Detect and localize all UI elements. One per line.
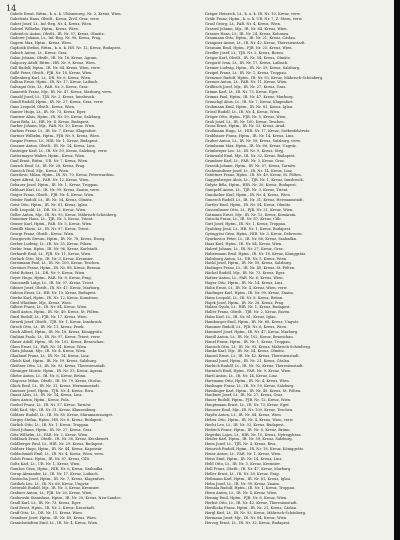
list-item: Goldbach Ernst, Obstlt., IR. Nr. 38, Kreuz, Kecskemét. [10, 437, 110, 442]
list-item: Grünbaum Max, Hptm., IR. Nr. 66, Kreuz, Ungvár. [205, 144, 297, 149]
list-item: Großmann Hugo, Lt., HIR. Nr. 17, Kreuz, Székesfehérvár. [205, 129, 310, 134]
list-item: Hausner Emil, Mjr., IR. Nr. 100, Kreuz, Teschen. [205, 408, 294, 413]
list-item: Grabowski Stanislaus, Hptm., IR. Nr. 20, Kreuz, Neu-Sandec. [10, 496, 122, 501]
list-item: Haim Leopold, Lt., IR. Nr. 8, Kreuz, Brünn. [205, 295, 284, 300]
list-item: Goebel Franz, Lt., IR. Nr. 57, Kreuz, Tarnów. [10, 403, 92, 408]
list-item: Garber Johann, Mjr., FAR. Nr. 10, Kreuz, Wien. [10, 124, 96, 129]
list-item: Greiner Ludwig, Hptm., IR. Nr. 59, Kreuz, Salzburg. [205, 65, 301, 70]
list-item: Haslinger Franz, Lt., IR. Nr. 59, Kreuz, Salzburg. [205, 383, 295, 388]
list-item: Geller Anton, Mjr., IR. Nr. 93, Kreuz, Mährisch-Schönberg. [10, 212, 118, 217]
list-item: Hellmann Karl, Hptm., IR. Nr. 81, Kreuz, Iglau. [205, 476, 292, 481]
list-item: Gebhart Karl, Lt., IR. Nr. 99, Kreuz, Znaim, verw. [10, 188, 100, 193]
list-item: Haller Franz, Obstlt., TJR. Nr. 2, Kreuz, Bozen. [205, 310, 291, 315]
list-item: Gregorič Ivan, Lt., IR. Nr. 17, Kreuz, Laibach. [205, 60, 289, 65]
list-item: Gleißner Otto, Lt., IR. Nr. 92, Kreuz, Theresienstadt. [10, 364, 107, 369]
list-item: Getzl Robert, Lt., DR. Nr. 9, Kreuz, Wien. [10, 271, 86, 276]
list-item: Görlich Otto, Lt., IR. Nr. 1, Kreuz, Troppau. [10, 422, 90, 427]
list-item: Gasteiger Karl, Lt., IR. Nr. 59, Kreuz, Salzburg, verw. [10, 148, 108, 153]
list-item: Gunesch Rudolf, Lt., IR. Nr. 31, Kreuz, Hermannstadt. [205, 197, 304, 202]
list-item: Halm Karl, Lt., IR. Nr. 81, Kreuz, Iglau. [205, 315, 277, 320]
list-item: Geist Otto, Hptm., IR. Nr. 81, Kreuz, Iglau. [10, 202, 89, 207]
list-item: Gnirs Anton, Hptm., Kreuz, Pola. [10, 398, 70, 403]
list-item: Göbl Karl, Mjr., IR. Nr. 51, Kreuz, Klausenburg. [10, 408, 97, 413]
list-item: Gurtler Emil, Hptm., IR. Nr. 54, Kreuz, Olmütz. [205, 202, 292, 207]
list-item: Graumann Otto, Hptm., IR. Nr. 21, Kreuz, Čáslau. [205, 36, 296, 41]
list-item: Hennig Emil, Hptm., FJB. Nr. 8, Kreuz, Wien. [205, 496, 288, 501]
list-item: Habsburg Anton, Lt., DR. Nr. 5, Kreuz, Wien. [205, 256, 288, 261]
list-item: Gradl Karl, Lt., IR. Nr. 73, Kreuz, Eger. [10, 501, 82, 506]
list-item: Hanke Karl, Mjr., IR. Nr. 54, Kreuz, Olmütz. [205, 349, 285, 354]
list-item: Hauptmann Ernst, Lt., IR. Nr. 73, Kreuz, Eger. [205, 403, 290, 408]
list-item: Hemala Rudolf, Hptm., IR. Nr. 1, Kreuz, Troppau. [205, 486, 296, 491]
list-item: Gaspar Ferenc, Lt., HIR. Nr. 1, Kreuz, Budapest. [10, 139, 99, 144]
list-item: Gerber Ludwig, Lt., IR. Nr. 35, Kreuz, Pilsen. [10, 241, 93, 246]
list-item: Goldschmidt Emil, Lt., IR. Nr. 4, Kreuz, Wien, verw. [10, 452, 104, 457]
list-item: Gottlieb Leo, Lt., IR. Nr. 66, Kreuz, Ungvár. [10, 481, 90, 486]
list-item: Hanel Franz, Hptm., IR. Nr. 1, Kreuz, Troppau. [205, 339, 291, 344]
list-item: Grassel Johann, Mjr., IR. Nr. 84, Kreuz, Wien. [205, 26, 288, 31]
list-item: Giacomelli Luigi, Lt., IR. Nr. 97, Kreuz, Triest. [10, 280, 95, 285]
list-item: Heider Karl, Hptm., IR. Nr. 59, Kreuz, Salzburg. [205, 437, 293, 442]
list-item: Gabriel Wilhelm, Hptm., Kreuz, Wien. [10, 26, 79, 31]
list-item: Gerbic Ivan, Hptm., IR. Nr. 96, Kreuz, Karlstadt. [10, 246, 99, 251]
list-item: Gattermayer Walter, Hptm., Kreuz, Wien. [10, 153, 86, 158]
list-item: Geyer Hugo, Hptm., FAR. Nr. 8, Kreuz, Prag. [10, 276, 92, 281]
list-item: Gebauer Josef, Hptm., IR. Nr. 1, Kreuz, Troppau. [10, 183, 99, 188]
list-item: Gallina Ernst, Hptm., IR. Nr. 17, Kreuz, Laibach. [10, 80, 99, 85]
list-item: Ginzl Rudolf, Lt., FJB. Nr. 17, Kreuz, Wien. [10, 315, 88, 320]
list-item: Grimm Karl, Lt., IR. Nr. 73, Kreuz, Eger. [205, 90, 279, 95]
list-item: Herzog Ernst, Lt., IR. Nr. 32, Kreuz, Budapest. [205, 520, 291, 525]
list-item: Hasslinger Karl, Hptm., IR. Nr. 49, Kreuz, St. Pölten. [205, 388, 302, 393]
list-item: Georgi Franz, Obstlt., Kreuz, Wien. [10, 232, 75, 237]
list-item: Genser Karl, Hptm., FAR. Nr. 5, Kreuz, Wien. [10, 222, 93, 227]
list-item: Galgoczy Adolf, Rittm., HR. Nr. 9, Kreuz, Wien. [10, 60, 96, 65]
list-item: Gussenbauer Otto, Lt., FJB. Nr. 21, Kreuz, Wien. [205, 207, 294, 212]
list-item: Glass Ernst, Lt., FAR. Nr. 14, Kreuz, Wien. [10, 344, 88, 349]
list-item: Hammerl Josef, Hptm., IR. Nr. 47, Kreuz, Marburg. [205, 329, 299, 334]
list-item: Glatz Johann, Mjr., IR. Nr. 4, Kreuz, Wien. [10, 349, 87, 354]
list-item: Heinrich Rudolf, Hptm., IR. Nr. 18, Kreuz, Königgrätz. [205, 447, 305, 452]
list-item: Hammer Rudolf, Lt., FJB. Nr. 6, Kreuz, Wien. [205, 325, 288, 329]
list-item: Hafner Anton, Lt., FAR. Nr. 6, Kreuz, Wien. [205, 276, 284, 281]
list-item: Harbich Rudolf, Lt., IR. Nr. 92, Kreuz, Theresienstadt. [205, 364, 304, 369]
list-item: Ganser Hugo, Lt., IR. Nr. 73, Kreuz, Eger. [10, 109, 87, 114]
list-item: Glogovac Milan, Obstlt., IR. Nr. 79, Kreuz, Otočac. [10, 378, 103, 383]
list-item: Hackl Josef, Hptm., IR. Nr. 59, Kreuz, Salzburg. [205, 261, 292, 266]
list-item: Gutschi Franz, Lt., IR. Nr. 87, Kreuz, Cilli. [205, 217, 282, 222]
list-item: Henn Anton, Lt., IR. Nr. 4, Kreuz, Wien. [205, 491, 278, 496]
list-item: Görgey Stefan, Hptm., HR. Nr. 6, Kreuz, Budapest. [10, 417, 103, 422]
list-item: Gagern Max, Hptm., Kreuz, Wien. [10, 41, 72, 46]
list-item: Gallenberg Karl, Lt., DR. Nr. 6, Kreuz, Wien. [10, 75, 92, 80]
list-item: Gutt Josef, Hptm., IR. Nr. 1, Kreuz, Troppau. [205, 222, 287, 227]
list-item: Gerstmann Paul, Lt., IR. Nr. 100, Kreuz, Teschen. [10, 261, 101, 266]
list-item: Hartmann Otto, Hptm., IR. Nr. 4, Kreuz, Wien. [205, 378, 290, 383]
list-item: Haas Karl, Hptm., IR. Nr. 84, Kreuz, Wien. [205, 241, 283, 246]
list-item: Hell Franz, Obstlt., IR. Nr. 47, Kreuz, Marburg. [205, 466, 292, 471]
list-item: Gavrilovic Milan, Hptm., IR. Nr. 70, Kreuz, Peterwardein. [10, 173, 115, 178]
list-item: Gostischa Josef, Hptm., IR. Nr. 7, Kreuz, Klagenfurt. [10, 476, 106, 481]
list-item: Harnisch Emil, Hptm., FAR. Nr. 9, Kreuz, Wien. [205, 369, 292, 374]
list-item: Gierke Karl, Hptm., IR. Nr. 12, Kreuz, Komárom. [10, 295, 99, 300]
list-item: Götz Wilhelm, Lt., FAR. Nr. 2, Kreuz, Wien. [10, 432, 89, 437]
list-item: Hajek Josef, Hptm., IR. Nr. 28, Kreuz, Prag. [205, 300, 285, 305]
list-item: Hecht Leo, Lt., IR. Nr. 32, Kreuz, Budapest. [205, 422, 285, 427]
list-item: Halász Gyula, Lt., HIR. Nr. 1, Kreuz, Budapest. [205, 305, 291, 310]
list-item: Gajdosik Stefan, Rittm., k. u. k. HR. Nr. 12, Kreuz, Budapest. [10, 46, 122, 51]
list-item: Gliebe Anton, Lt., IR. Nr. 8, Kreuz, Brünn. [10, 373, 87, 378]
list-item: Hahn Ernst, Lt., IR. Nr. 4, Kreuz, Wien, verw. [205, 285, 288, 290]
list-item: Grasser Hans, Lt., IR. Nr. 24, Kreuz, Kolomea. [205, 31, 290, 36]
list-item: Gleich Karl, Hptm., IR. Nr. 59, Kreuz, Salzburg. [10, 359, 97, 364]
list-item: Grabner Anton, Lt., FJB. Nr. 20, Kreuz, Wien. [10, 491, 93, 496]
list-item: Galvagni Otto, Lt., FAR. Nr. 3, Kreuz, Graz. [10, 85, 89, 90]
list-item: Gamerith Franz, Mjr., IR. Nr. 47, Kreuz, Marburg, verw. [10, 90, 112, 95]
list-item: Gassner Anton, Obstlt., IR. Nr. 14, Kreuz, Linz. [10, 144, 96, 149]
list-item: Gaber Josef, Lt., Inf.-Reg. Nr. 4, Kreuz, Wien. [10, 21, 93, 26]
list-item: Glesinger Moritz, Hptm., IR. Nr. 53, Kreuz, Agram. [10, 369, 104, 374]
right-column [205, 12, 397, 526]
left-column [10, 12, 202, 526]
list-item: Groh Josef, Lt., IR. Nr. 100, Kreuz, Teschen. [205, 119, 285, 124]
list-item: Gautsch Paul, Mjr., Kreuz, Wien. [10, 168, 70, 173]
list-item: Gayer Alfred, Lt., FAR. Nr. 12, Kreuz, Wien. [10, 178, 90, 183]
list-item: Geiger Franz, Obstlt., FJB. Nr. 4, Kreuz, Wien. [10, 192, 95, 197]
list-item: Grenzner Rudolf, Hptm., IR. Nr. 93, Kreuz, Mährisch-Schönberg. [205, 75, 324, 80]
list-item: Göldner Rudolf, Lt., IR. Nr. 85, Kreuz, Máramarossziget. [10, 413, 114, 418]
list-item: Guggenberger Alois, Lt., TJR. Nr. 1, Kreuz, Innsbruck. [205, 178, 304, 183]
list-item: Golob Franz, Hptm., IR. Nr. 87, Kreuz, Cilli. [10, 457, 90, 462]
list-item: Gentilli Mario, Lt., IR. Nr. 97, Kreuz, Triest. [10, 227, 90, 232]
list-item: Haidinger Karl, Hptm., IR. Nr. 99, Kreuz, Znaim. [205, 290, 294, 295]
list-item: Glaubauf Franz, Lt., IR. Nr. 14, Kreuz, Linz. [10, 354, 90, 359]
list-item: Gombos Géza, Hptm., HIR. Nr. 6, Kreuz, Szabadka. [10, 466, 104, 471]
list-item: Gresser Anton, Lt., FAR. Nr. 11, Kreuz, Wien. [205, 80, 288, 85]
list-item: Gyurkovics Péter, Lt., IR. Nr. 86, Kreuz, Szabadka. [205, 236, 298, 241]
list-item: Grandner Josef, Hptm., IR. Nr. 49, Kreuz, Wien. [10, 515, 97, 520]
list-item: Goltz Karl, Lt., UR. Nr. 1, Kreuz, Wien. [10, 461, 81, 466]
list-item: Grundner Karl, Lt., FAR. Nr. 3, Kreuz, Graz. [205, 158, 285, 163]
list-item: Haubner Josef, Lt., IR. Nr. 27, Kreuz, Graz. [205, 393, 284, 398]
list-item: Ganahl Josef, Lt., TJR. Nr. 2, Kreuz, Innsbruck. [10, 95, 96, 100]
list-item: Hansel Ernst, Lt., IR. Nr. 42, Kreuz, Theresienstadt. [205, 354, 300, 359]
list-item: Haberl Johann, Lt., IR. Nr. 27, Kreuz, Graz. [205, 246, 284, 251]
list-item: Gaksch Anton, Lt., Kreuz, Graz. [10, 51, 68, 56]
list-item: Hauer Rudolf, Hptm., FJB. Nr. 12, Kreuz, Wien. [205, 398, 292, 403]
list-item: Granichstädten Emil, Lt., IR. Nr. 4, Kreuz, Wien. [10, 520, 99, 525]
list-item: Gmeiner Josef, Hptm., TJR. Nr. 4, Kreuz, Riva. [10, 388, 94, 393]
list-item: Gans Leopold, Obstlt., Kreuz, Wien. [10, 104, 76, 109]
list-item: Goldner Hugo, Hptm., IR. Nr. 44, Kreuz, Kaposvár. [10, 447, 103, 452]
list-item: Grünwald Emil, Mjr., IR. Nr. 32, Kreuz, Budapest. [205, 153, 296, 158]
list-item: Graff Otto, Lt., DR. Nr. 11, Kreuz, Wien. [10, 510, 83, 515]
list-item: Gabelentz Hans, Obstlt., Kreuz, Zivil, Graz, verw. [10, 16, 100, 21]
list-item: Gröger Otto, Hptm., FJB. Nr. 5, Kreuz, Wien. [205, 114, 287, 119]
list-item: Gstettner Franz, Hptm., IR. Nr. 49, Kreuz, St. Pölten. [205, 173, 302, 178]
list-item: Gemeiner Hans, Lt., TJR. Nr. 3, Kreuz, Trient. [10, 217, 94, 222]
list-item: Graupner Anton, Lt., IR. Nr. 42, Kreuz, Theresienstadt. [205, 41, 306, 46]
list-item: Geisler Rudolf, Lt., IR. Nr. 54, Kreuz, Olmütz. [10, 197, 93, 202]
list-item: Grössl Rudolf, Lt., IR. Nr. 4, Kreuz, Wien. [205, 109, 281, 114]
list-item: Gandl Rudolf, Hptm., IR. Nr. 27, Kreuz, Graz, verw. [10, 100, 104, 105]
list-item: Gartner Wilhelm, Hptm., FJB. Nr. 9, Kreuz, Wien. [10, 134, 100, 139]
list-item: Garai Béla, Lt., HR. Nr. 4, Kreuz, Budapest. [10, 119, 90, 124]
list-item: Gelb Leopold, Lt., DR. Nr. 2, Kreuz, Wien. [10, 207, 87, 212]
list-item: Heiss Emil, Hptm., IR. Nr. 14, Kreuz, Linz. [205, 457, 283, 462]
list-item: Gideon Ernst, Lt., HR. Nr. 10, Kreuz, Budapest. [10, 290, 97, 295]
list-item: Gyalokay Jenő, Lt., HR. Nr. 1, Kreuz, Budapest. [205, 227, 292, 232]
list-item: Grubbauer Franz, Hptm., IR. Nr. 14, Kreuz, Linz. [205, 134, 295, 139]
list-item: Gorup Alexander, Lt., IR. Nr. 17, Kreuz, Laibach. [10, 471, 99, 476]
list-item: Glück Emil, Lt., IR. Nr. 31, Kreuz, Hermannstadt. [10, 383, 101, 388]
list-item: Haydn Anton, Lt., IR. Nr. 84, Kreuz, Wien. [205, 413, 282, 418]
list-item: Gaderer Johann, Lt., Inf.-Reg. Nr. 98, Kreuz, Prag. [10, 36, 102, 41]
list-item: Giuliani Paolo, Lt., IR. Nr. 97, Kreuz, Triest, verw. [10, 334, 101, 339]
list-item: Grasl Georg, Lt., FAR. Nr. 4, Kreuz, Wien. [205, 21, 282, 26]
list-item: Gall Rudolf, Hptm., IR. Nr. 84, Kreuz, Wien, verw. [10, 65, 101, 70]
list-item: Herbst Otto, Lt., IR. Nr. 42, Kreuz, Theresienstadt. [205, 501, 298, 506]
list-item: Grobmann Emil, Hptm., IR. Nr. 81, Kreuz, Iglau. [205, 104, 294, 109]
list-item: Heim Josef, Lt., TJR. Nr. 4, Kreuz, Riva. [205, 442, 277, 447]
list-item: Hanzal Josef, Hptm., IR. Nr. 21, Kreuz, Čáslau. [205, 359, 291, 364]
list-item: Gruber Anton, Lt., IR. Nr. 59, Kreuz, Salzburg, verw. [205, 139, 301, 144]
list-item: Gindl Anton, Hptm., IR. Nr. 49, Kreuz, St. Pölten. [10, 310, 100, 315]
list-item: Heller Ernst, Lt., IR. Nr. 28, Kreuz, Prag. [205, 471, 280, 476]
list-item: Gössl Johann, Hptm., IR. Nr. 27, Kreuz, Graz. [10, 427, 93, 432]
list-item: Hager Otto, Hptm., IR. Nr. 14, Kreuz, Linz. [205, 280, 284, 285]
list-item: Gyöngyösi Géza, Hptm., HIR. Nr. 3, Kreuz, Debrecen. [205, 232, 303, 237]
list-item: Gausch Emil, Lt., IR. Nr. 28, Kreuz, Prag. [10, 163, 86, 168]
list-item: Gibiser Josef, Obstlt., IR. Nr. 47, Kreuz, Marburg. [10, 285, 101, 290]
list-item: Gallé Peter, Obstlt., FJB. Nr. 18, Kreuz, Wien. [10, 70, 93, 75]
list-item: Greipel Franz, Lt., IR. Nr. 1, Kreuz, Troppau. [205, 70, 287, 75]
list-item: Handl Anton, Lt., IR. Nr. 102, Kreuz, Beneschau. [205, 334, 294, 339]
list-item: Galan Johann, Obstlt., IR. Nr. 16, Kreuz, Agram. [10, 56, 98, 61]
list-item: Girsch Otto, Lt., IR. Nr. 11, Kreuz, Pisek. [10, 325, 85, 329]
list-item: Girardi Josef, Obstlt., TJR. Nr. 1, Kreuz, Innsbruck. [10, 320, 103, 325]
list-item: Grünberger Leo, Lt., IR. Nr. 9, Kreuz, Stryj. [205, 148, 285, 153]
list-item: Grausam Emil, Hptm., FJB. Nr. 25, Kreuz, Wien. [205, 46, 293, 51]
list-item: Gschwandtner Josef, Lt., IR. Nr. 14, Kreuz, Linz. [205, 168, 293, 173]
list-item: Hergl Karl, Lt., IR. Nr. 93, Kreuz, Mährisch-Schönberg. [205, 510, 307, 515]
list-item: Gulyás Béla, Hptm., HIR. Nr. 30, Kreuz, Budapest. [205, 183, 297, 188]
list-item: Gutmann Ernst, Mjr., IR. Nr. 12, Kreuz, Komárom. [205, 212, 297, 217]
list-item: Gilbert Franz, Lt., IR. Nr. 84, Kreuz, Wien. [10, 305, 88, 310]
list-item: Hebra Otto, Hptm., IR. Nr. 4, Kreuz, Wien, verw. [205, 417, 294, 422]
scan-border [394, 0, 400, 540]
list-item: Hamburger Emil, Hptm., IR. Nr. 66, Kreuz, Ungvár. [205, 320, 299, 325]
list-item: Hegedüs Lajos, Lt., HIR. Nr. 10, Kreuz, Nyíregyháza. [205, 432, 302, 437]
list-item: Gerlach Otto, Mjr., IR. Nr. 3, Kreuz, Kremsier. [10, 256, 94, 261]
list-item: Gumpold Anton, Lt., TJR. Nr. 3, Kreuz, Trient. [205, 188, 289, 193]
list-item: Grinschgl Alois, Lt., IR. Nr. 7, Kreuz, Klagenfurt. [205, 100, 294, 105]
list-item: Hermann Josef, Mjr., IR. Nr. 84, Kreuz, Wien. [205, 515, 288, 520]
list-item: Gredler Josef, Lt., TJR. Nr. 2, Kreuz, Bozen. [205, 51, 284, 56]
list-item: Gnant Alois, Lt., IR. Nr. 14, Kreuz, Linz. [10, 393, 83, 398]
list-item: Habermann Emil, Hptm., IR. Nr. 18, Kreuz, Königgrätz. [205, 251, 307, 256]
list-item: Giesl Wladimir, Mjr., Kreuz, Wien. [10, 300, 72, 305]
list-item: Hanisch Otto, Lt., IR. Nr. 93, Kreuz, Mährisch-Schönberg. [205, 344, 311, 349]
list-item: Held Otto, Lt., IR. Nr. 3, Kreuz, Kremsier. [205, 461, 281, 466]
list-item: Heinz Anton, Lt., FAR. Nr. 1, Kreuz, Wien. [205, 452, 282, 457]
list-item: Graf Ernst, Hptm., IR. Nr. 2, Kreuz, Kronstadt. [10, 505, 96, 510]
page-number: 14 [6, 4, 17, 13]
list-item: Gundacker Karl, Hptm., IR. Nr. 4, Kreuz, Wien. [205, 192, 291, 197]
list-item: Goldberger Paul, Lt., HIR. Nr. 29, Kreuz, Budapest. [10, 442, 104, 447]
list-item: Gantner Alois, Hptm., IR. Nr. 59, Kreuz, Salzburg. [10, 114, 102, 119]
list-item: Häckel Rudolf, Mjr., IR. Nr. 73, Kreuz, Eger. [205, 271, 286, 276]
list-item: Grillitsch Josef, Mjr., IR. Nr. 27, Kreuz, Graz. [205, 85, 287, 90]
list-item: Garbeis Franz, Lt., IR. Nr. 7, Kreuz, Klagenfurt. [10, 129, 97, 134]
list-item: Herdlicka Franz, Hptm., IR. Nr. 21, Kreuz, Čáslau. [205, 505, 298, 510]
list-item: Gräfe Franz, Hptm., k. u. k. UR. Nr. 7, Z. Stern, verw. [205, 16, 303, 21]
list-item: Gregor Karl, Obstlt., IR. Nr. 54, Kreuz, Olmütz. [205, 56, 291, 61]
list-item: Gräger Heinrich, Lt., k. u. k. IR. Nr. 10, Kreuz, verw. [205, 12, 301, 16]
list-item: Gabrielcic Anton, Obstlt., IR. Nr. 57, Kreuz, Olmütz. [10, 31, 105, 36]
list-item: Grimus Paul, Hptm., IR. Nr. 47, Kreuz, Marburg. [205, 95, 294, 100]
list-item: Hadinger Franz, Lt., IR. Nr. 49, Kreuz, St. Pölten. [205, 266, 296, 271]
list-item: Gaul Ernst, Rittm., UR. Nr. 7, Kreuz, Wien. [10, 158, 89, 163]
list-item: Helm Josef, Lt., IR. Nr. 99, Kreuz, Znaim. [205, 481, 280, 486]
list-item: Gross Ernst, Hptm., IR. Nr. 33, Kreuz, Arad. [205, 124, 286, 129]
list-item: Grzesik Johann, Hptm., IR. Nr. 57, Kreuz, Tarnów. [205, 163, 296, 168]
list-item: Gerhardt Emil, Lt., FJB. Nr. 11, Kreuz, Wien. [10, 251, 92, 256]
list-item: Glaser Adolf, Hptm., IR. Nr. 102, Kreuz, Beneschau. [10, 339, 105, 344]
list-item: Hedrich Franz, Hptm., IR. Nr. 8, Kreuz, Brünn. [205, 427, 291, 432]
list-item: Gottwald Rudolf, Mjr., IR. Nr. 3, Kreuz, Kremsier. [10, 486, 100, 491]
list-item: Gisch Alfred, Hptm., IR. Nr. 18, Kreuz, Königgrätz. [10, 329, 103, 334]
list-item: Gabele Ernst, Rittm., k. u. k. Uhlanenreg. Nr. 3, Kreuz, Wien. [10, 12, 122, 16]
list-item: Gerstner Franz, Hptm., IR. Nr. 88, Kreuz, Beraun. [10, 266, 102, 271]
list-item: Hartl Anton, Lt., IR. Nr. 14, Kreuz, Linz. [205, 373, 279, 378]
list-item: Georgievits Stevan, Hptm., IR. Nr. 78, Kreuz, Esseg. [10, 236, 106, 241]
